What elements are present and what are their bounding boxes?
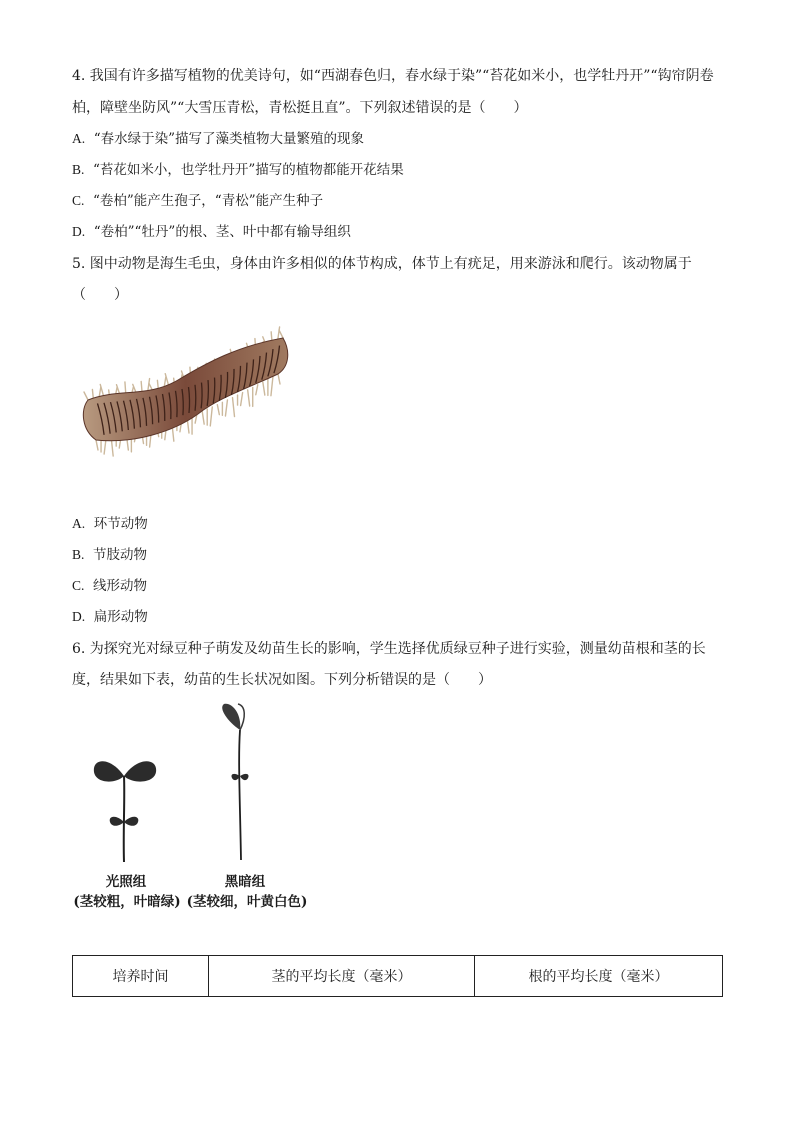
- header-root-length: 根的平均长度（毫米）: [475, 956, 723, 997]
- option-text: 环节动物: [93, 516, 148, 532]
- light-group-seedling: [88, 750, 168, 865]
- q5-option-c[interactable]: [72, 576, 147, 596]
- dark-group-seedling: [210, 700, 260, 865]
- q4-stem-line2: 柏，障壁坐防风”“大雪压青松，青松挺且直”。下列叙述错误的是（ ）: [72, 100, 528, 116]
- option-letter: D.: [72, 609, 86, 624]
- option-letter: A.: [72, 131, 86, 146]
- dark-group-label: 黑暗组: [224, 874, 266, 890]
- q5-stem-line2: （ ）: [72, 287, 128, 303]
- option-text: “春水绿于染”描写了藻类植物大量繁殖的现象: [93, 131, 365, 147]
- q6-stem-line1: 6. 为探究光对绿豆种子萌发及幼苗生长的影响，学生选择优质绿豆种子进行实验，测量幼苗根和茎的长: [72, 641, 706, 657]
- option-letter: A.: [72, 516, 86, 531]
- q4-option-c[interactable]: [72, 191, 323, 211]
- q5-option-b[interactable]: [72, 545, 147, 565]
- option-text: “卷柏”“牡丹”的根、茎、叶中都有输导组织: [93, 224, 351, 240]
- q4-option-b[interactable]: [72, 160, 404, 180]
- option-letter: D.: [72, 224, 86, 239]
- table-header-row: [73, 956, 723, 997]
- option-letter: B.: [72, 547, 85, 562]
- option-text: 节肢动物: [92, 547, 147, 563]
- results-table: [72, 955, 723, 997]
- option-letter: C.: [72, 193, 85, 208]
- q6-stem-line2: 度，结果如下表，幼苗的生长状况如图。下列分析错误的是（ ）: [72, 672, 492, 688]
- q5-stem-line1: 5. 图中动物是海生毛虫，身体由许多相似的体节构成，体节上有疣足，用来游泳和爬行。该动物属于: [72, 256, 692, 272]
- sea-worm-image: [78, 318, 296, 468]
- dark-group-desc: (茎较细，叶黄白色): [186, 894, 308, 910]
- light-group-label: 光照组: [105, 874, 147, 890]
- q5-option-d[interactable]: [72, 607, 148, 627]
- option-letter: B.: [72, 162, 85, 177]
- q5-option-a[interactable]: [72, 514, 148, 534]
- option-text: 线形动物: [92, 578, 147, 594]
- option-text: “卷柏”能产生孢子，“青松”能产生种子: [92, 193, 324, 209]
- header-culture-time: 培养时间: [73, 956, 209, 997]
- option-letter: C.: [72, 578, 85, 593]
- option-text: “苔花如米小，也学牡丹开”描写的植物都能开花结果: [92, 162, 404, 178]
- q4-option-d[interactable]: [72, 222, 351, 242]
- option-text: 扁形动物: [93, 609, 148, 625]
- header-stem-length: 茎的平均长度（毫米）: [209, 956, 475, 997]
- light-group-desc: (茎较粗，叶暗绿): [73, 894, 181, 910]
- q4-stem-line1: 4. 我国有许多描写植物的优美诗句，如“西湖春色归，春水绿于染”“苔花如米小，也学牡丹开”“钩帘阴卷: [72, 68, 714, 84]
- q4-option-a[interactable]: [72, 129, 364, 149]
